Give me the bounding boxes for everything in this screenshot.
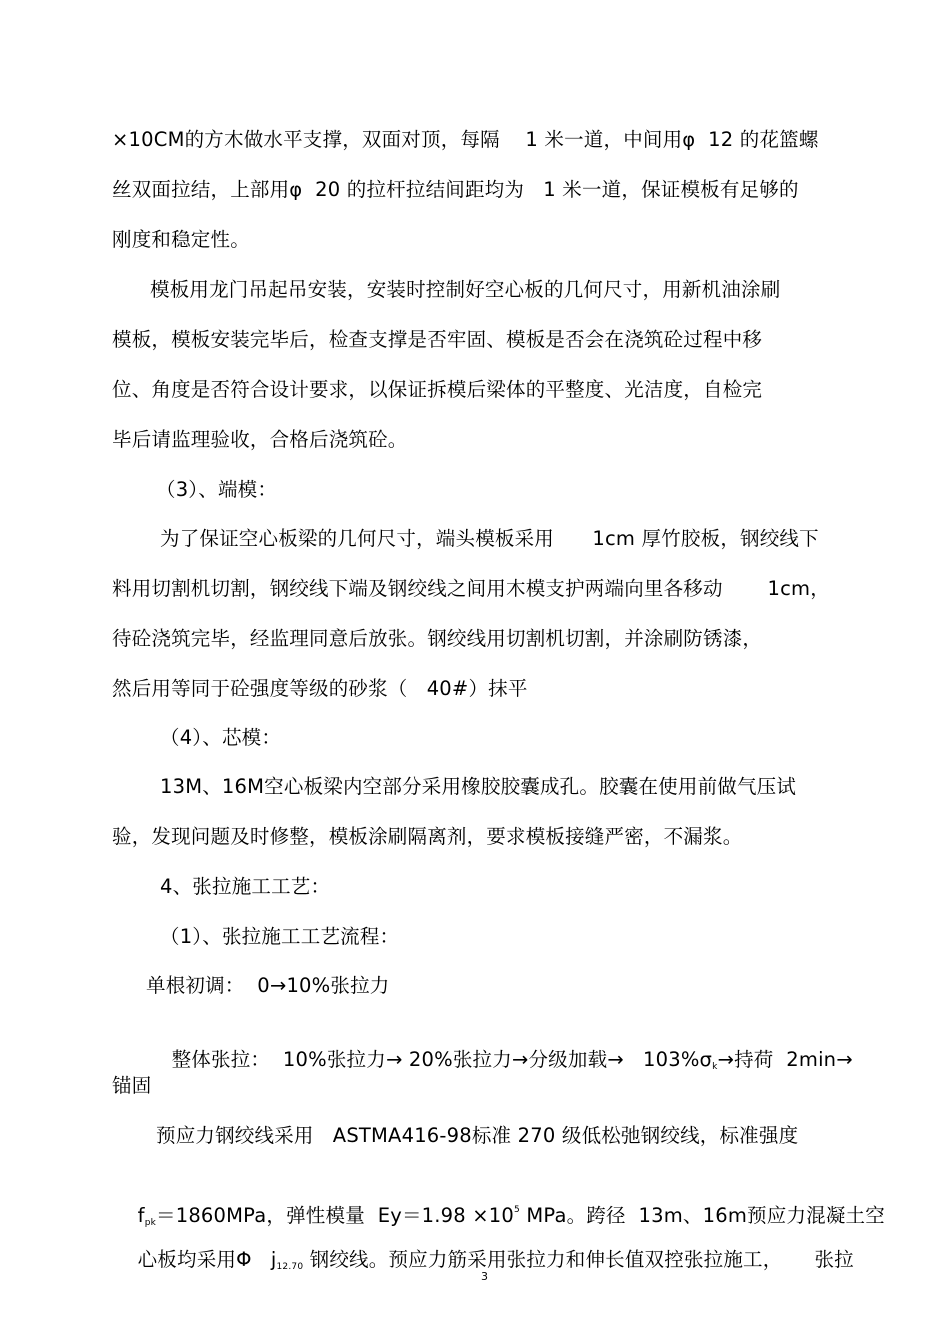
section-heading: （4）、芯模： <box>160 726 282 749</box>
subscript: k <box>712 1062 718 1072</box>
body-line: 料用切割机切割，钢绞线下端及钢绞线之间用木模支护两端向里各移动 1cm， <box>112 577 830 600</box>
body-line <box>146 1024 853 1103</box>
body-line: 单根初调： 0→10%张拉力 <box>146 974 390 997</box>
body-line <box>112 1224 854 1303</box>
body-line: 13M、16M空心板梁内空部分采用橡胶胶囊成孔。胶囊在使用前做气压试 <box>160 775 797 798</box>
body-line: 模板，模板安装完毕后，检查支撑是否牢固、模板是否会在浇筑砼过程中移 <box>112 328 763 351</box>
page-number: 3 <box>481 1270 488 1283</box>
body-line: 预应力钢绞线采用 ASTMA416-98标准 270 级低松弛钢绞线，标准强度 <box>156 1124 799 1147</box>
body-text: 心板均采用Φ j <box>137 1248 277 1271</box>
superscript: 5 <box>514 1205 520 1215</box>
body-text: MPa。跨径 13m、16m预应力混凝土空 <box>519 1204 885 1227</box>
body-line: 锚固 <box>112 1074 152 1097</box>
section-heading: 4、张拉施工工艺： <box>160 875 331 898</box>
body-text: 钢绞线。预应力筋采用张拉力和伸长值双控张拉施工， 张拉 <box>303 1248 854 1271</box>
body-line: 刚度和稳定性。 <box>112 228 250 251</box>
body-line: 位、角度是否符合设计要求，以保证拆模后梁体的平整度、光洁度，自检完 <box>112 378 763 401</box>
body-line: 丝双面拉结，上部用φ 20 的拉杆拉结间距均为 1 米一道，保证模板有足够的 <box>112 178 799 201</box>
body-text: 整体张拉： 10%张拉力→ 20%张拉力→分级加载→ 103%σ <box>171 1048 713 1071</box>
body-line: 然后用等同于砼强度等级的砂浆（ 40#）抹平 <box>112 677 528 700</box>
body-line: 待砼浇筑完毕，经监理同意后放张。钢绞线用切割机切割，并涂刷防锈漆， <box>112 627 763 650</box>
body-text: ＝1860MPa，弹性模量 Ey＝1.98 ×10 <box>156 1204 515 1227</box>
section-heading: （3）、端模： <box>156 478 278 501</box>
section-heading: （1）、张拉施工工艺流程： <box>160 925 400 948</box>
body-text: f <box>137 1204 145 1227</box>
body-line: 为了保证空心板梁的几何尺寸，端头模板采用 1cm 厚竹胶板，钢绞线下 <box>160 527 819 550</box>
body-line: 模板用龙门吊起吊安装，安装时控制好空心板的几何尺寸，用新机油涂刷 <box>150 278 781 301</box>
subscript: 12.70 <box>276 1262 304 1272</box>
subscript: pk <box>144 1218 157 1228</box>
body-line: ×10CM的方木做水平支撑，双面对顶，每隔 1 米一道，中间用φ 12 的花篮螺 <box>112 128 819 151</box>
body-text: →持荷 2min→ <box>717 1048 853 1071</box>
body-line: 验，发现问题及时修整，模板涂刷隔离剂，要求模板接缝严密，不漏浆。 <box>112 825 743 848</box>
body-line: 毕后请监理验收，合格后浇筑砼。 <box>112 428 408 451</box>
